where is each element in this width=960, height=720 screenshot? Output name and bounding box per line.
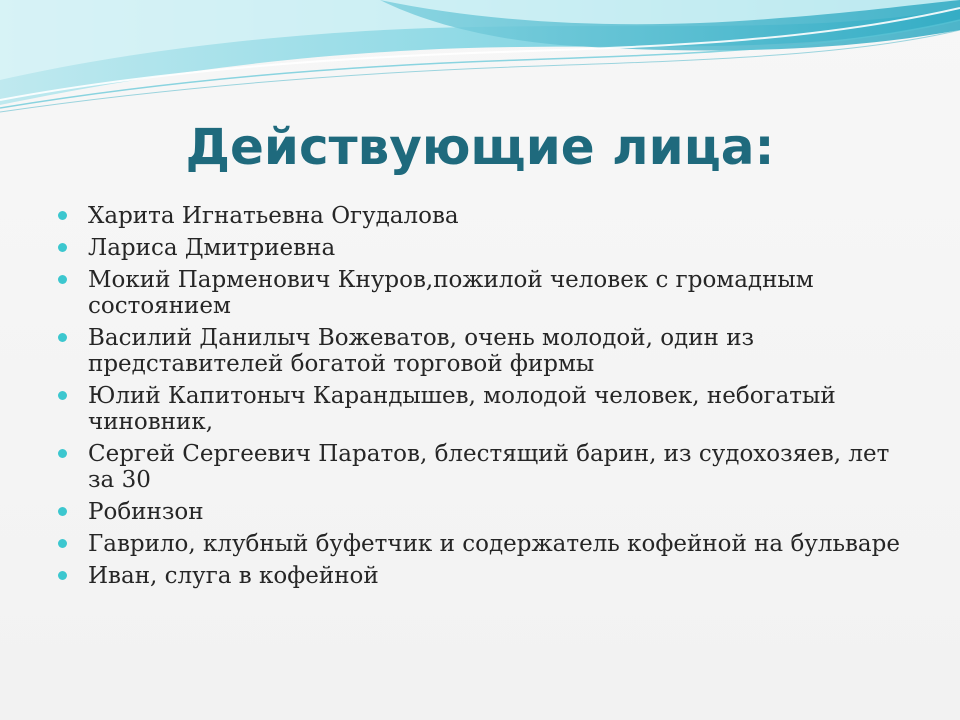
list-item-text: Харита Игнатьевна Огудалова [88, 203, 459, 229]
list-item [58, 441, 918, 493]
list-item [58, 531, 918, 557]
header-wave-decoration [0, 0, 960, 130]
bullet-icon [58, 449, 67, 458]
bullet-icon [58, 275, 67, 284]
list-item [58, 235, 918, 261]
characters-list [58, 203, 918, 595]
list-item [58, 499, 918, 525]
list-item [58, 203, 918, 229]
list-item-text: Сергей Сергеевич Паратов, блестящий барин, из судохозяев, лет за 30 [88, 441, 890, 493]
bullet-icon [58, 211, 67, 220]
list-item [58, 267, 918, 319]
list-item [58, 563, 918, 589]
bullet-icon [58, 243, 67, 252]
list-item-text: Мокий Парменович Кнуров,пожилой человек с громадным состоянием [88, 267, 814, 319]
list-item-text: Лариса Дмитриевна [88, 235, 336, 261]
bullet-icon [58, 507, 67, 516]
list-item-text: Робинзон [88, 499, 204, 525]
list-item-text: Василий Данилыч Вожеватов, очень молодой, один из представителей богатой торговой фирмы [88, 325, 755, 377]
bullet-icon [58, 571, 67, 580]
bullet-icon [58, 391, 67, 400]
slide-title: Действующие лица: [185, 118, 775, 176]
list-item-text: Юлий Капитоныч Карандышев, молодой человек, небогатый чиновник, [88, 383, 836, 435]
bullet-icon [58, 333, 67, 342]
bullet-icon [58, 539, 67, 548]
list-item-text: Иван, слуга в кофейной [88, 563, 379, 589]
list-item [58, 325, 918, 377]
list-item [58, 383, 918, 435]
list-item-text: Гаврило, клубный буфетчик и содержатель кофейной на бульваре [88, 531, 900, 557]
